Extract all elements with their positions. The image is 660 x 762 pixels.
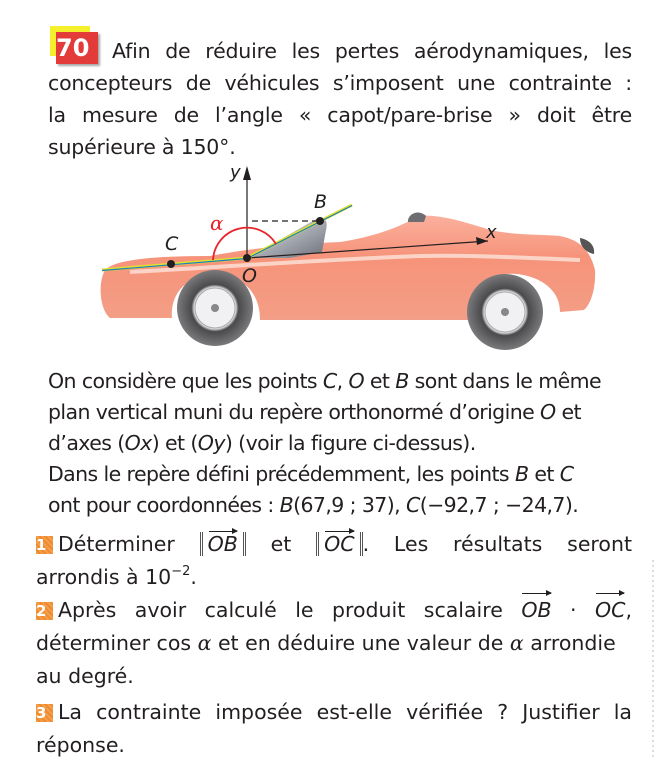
y-axis-arrow-icon [243, 166, 251, 180]
point-o-label: O [242, 265, 257, 287]
point-o-marker [243, 254, 251, 262]
scan-edge-artifact [652, 560, 654, 760]
point-c-coordinates: (−92,7 ; −24,7). [419, 493, 579, 517]
car-angle-figure [90, 160, 650, 360]
intro-line-3: la mesure de l’angle « capot/pare-brise » doit être [48, 103, 632, 127]
question-number-badge: 1 [36, 536, 53, 554]
text: La contrainte imposée est-elle vérifiée ? Justifier la [58, 700, 632, 724]
vector-ob: OB [521, 594, 551, 627]
question-1-line-1 [36, 528, 632, 561]
norm-oc [316, 532, 362, 556]
text: déterminer cos [36, 631, 198, 655]
intro-line-1 [48, 30, 632, 67]
alpha-symbol: α [509, 631, 524, 655]
text: et [528, 462, 560, 486]
alpha-symbol: α [197, 631, 212, 655]
intro-line-2: concepteurs de véhicules s’imposent une contrainte : [48, 71, 632, 95]
exercise-number: 70 [56, 32, 98, 64]
exercise-intro [48, 30, 632, 163]
question-number-badge: 2 [36, 602, 53, 620]
statement-line-5 [48, 490, 632, 521]
question-2-line-1 [36, 594, 632, 627]
point-b-coordinates: (67,9 ; 37), [293, 493, 401, 517]
text: Déterminer [58, 532, 200, 556]
text: ont pour coordonnées : [48, 493, 280, 517]
intro-text-1: Afin de réduire les pertes aérodynamiques, les [112, 39, 632, 63]
question-3-line-2: réponse. [36, 733, 125, 757]
angle-alpha-label: α [210, 211, 224, 235]
point-b-ref: B [279, 493, 294, 517]
point-c-ref: C [322, 369, 337, 393]
point-b-ref: B [395, 369, 409, 393]
text: arrondis à 10 [36, 565, 172, 589]
question-2 [36, 594, 632, 693]
text: . [190, 565, 197, 589]
point-c-label: C [165, 233, 179, 255]
text: et [555, 400, 581, 424]
headrest [408, 213, 426, 222]
question-3-line-1 [36, 696, 632, 729]
text: Dans le repère défini précédemment, les points [48, 462, 515, 486]
problem-statement [48, 366, 632, 521]
exponent: −2 [171, 564, 191, 579]
text: ) (voir la figure ci-dessus). [224, 431, 476, 455]
text: . Les résultats seront [362, 532, 632, 556]
text: plan vertical muni du repère orthonormé d’origine [48, 400, 541, 424]
axis-oy-ref: Oy [197, 431, 225, 455]
exercise-number-badge [48, 30, 104, 64]
origin-ref: O [540, 400, 556, 424]
y-axis-label: y [230, 162, 241, 183]
text: d’axes ( [48, 431, 125, 455]
point-b-marker [316, 217, 324, 225]
question-number-badge: 3 [36, 704, 53, 722]
vector-oc: OC [595, 594, 625, 627]
point-c-ref: C [559, 462, 574, 486]
point-c-marker [167, 260, 175, 268]
point-c-ref: C [400, 493, 420, 517]
text: arrondie [523, 631, 616, 655]
dot-product-symbol: · [551, 598, 595, 622]
statement-line-2 [48, 397, 632, 428]
point-b-ref: B [514, 462, 529, 486]
rear-wheel [467, 274, 543, 350]
text: et [363, 369, 396, 393]
statement-line-3 [48, 428, 632, 459]
question-3 [36, 696, 632, 762]
statement-line-4 [48, 459, 632, 490]
intro-line-4: supérieure à 150°. [48, 135, 236, 159]
question-1 [36, 528, 632, 594]
text: On considère que les points [48, 369, 323, 393]
text: et [245, 532, 317, 556]
text: , [625, 598, 632, 622]
point-o-ref: O [348, 369, 364, 393]
vector-ob: OB [207, 532, 238, 556]
text: ) et ( [151, 431, 198, 455]
vector-oc: OC [324, 532, 355, 556]
question-1-line-2 [36, 561, 632, 594]
question-2-line-3: au degré. [36, 664, 134, 688]
text: Après avoir calculé le produit scalaire [58, 598, 522, 622]
question-2-line-2 [36, 627, 632, 660]
norm-ob [200, 532, 246, 556]
point-b-label: B [314, 191, 328, 213]
statement-line-1 [48, 366, 632, 397]
x-axis-label: x [486, 222, 497, 243]
text: , [336, 369, 349, 393]
axis-ox-ref: Ox [124, 431, 152, 455]
text: sont dans le même [408, 369, 601, 393]
text: et en déduire une valeur de [211, 631, 510, 655]
